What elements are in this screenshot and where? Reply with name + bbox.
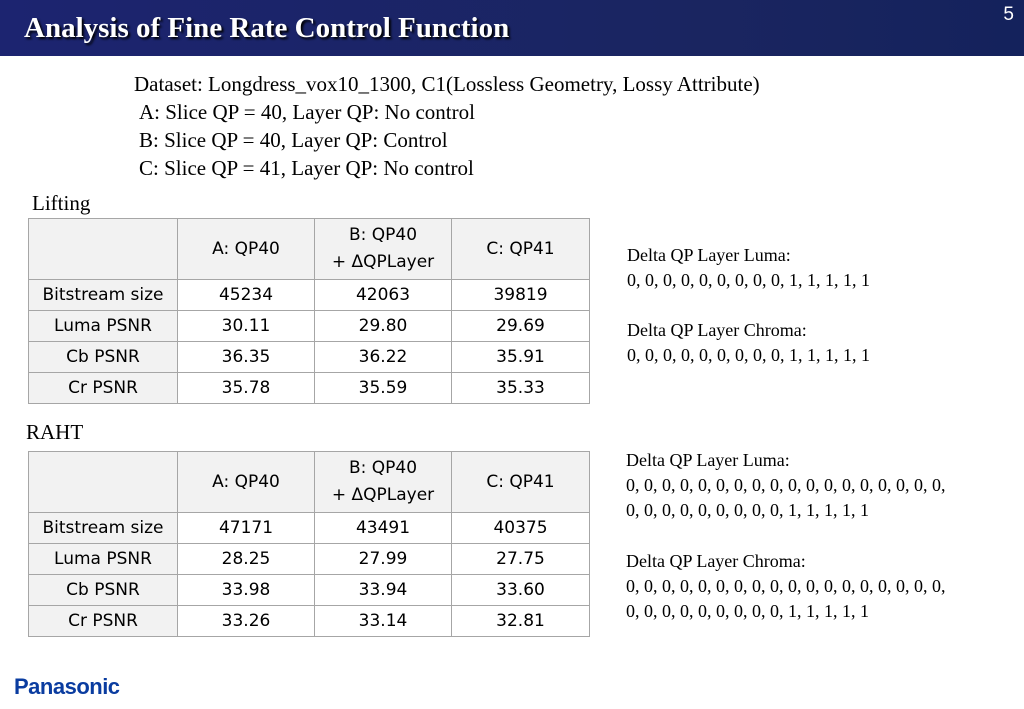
cell-c: 32.81 [452, 606, 590, 637]
row-label: Cr PSNR [29, 373, 178, 404]
row-label: Cb PSNR [29, 575, 178, 606]
cell-a: 45234 [178, 280, 315, 311]
table-header-row [29, 452, 590, 513]
cell-b: 43491 [315, 513, 452, 544]
table-row [29, 311, 590, 342]
condition-c: C: Slice QP = 41, Layer QP: No control [139, 156, 474, 180]
column-header-b-line2: + ΔQPLayer [331, 252, 435, 272]
raht-table [28, 451, 590, 637]
delta-luma-title: Delta QP Layer Luma: [626, 450, 790, 470]
delta-chroma-title: Delta QP Layer Chroma: [626, 551, 806, 571]
column-header-c: C: QP41 [452, 219, 590, 280]
column-header-b [315, 452, 452, 513]
cell-b: 29.80 [315, 311, 452, 342]
table-row [29, 280, 590, 311]
cell-b: 27.99 [315, 544, 452, 575]
table-row [29, 575, 590, 606]
panasonic-logo: Panasonic [14, 674, 120, 699]
delta-chroma-values-line2: 0, 0, 0, 0, 0, 0, 0, 0, 0, 1, 1, 1, 1, 1 [626, 601, 869, 621]
cell-b: 35.59 [315, 373, 452, 404]
table-corner-cell [29, 452, 178, 513]
delta-luma-values: 0, 0, 0, 0, 0, 0, 0, 0, 0, 1, 1, 1, 1, 1 [627, 270, 870, 290]
condition-a: A: Slice QP = 40, Layer QP: No control [139, 100, 475, 124]
cell-c: 35.33 [452, 373, 590, 404]
lifting-label: Lifting [32, 191, 91, 215]
cell-a: 33.98 [178, 575, 315, 606]
row-label: Luma PSNR [29, 311, 178, 342]
cell-a: 33.26 [178, 606, 315, 637]
column-header-a: A: QP40 [178, 219, 315, 280]
row-label: Cr PSNR [29, 606, 178, 637]
cell-a: 28.25 [178, 544, 315, 575]
cell-c: 29.69 [452, 311, 590, 342]
delta-chroma-values: 0, 0, 0, 0, 0, 0, 0, 0, 0, 1, 1, 1, 1, 1 [627, 345, 870, 365]
column-header-b-line1: B: QP40 [348, 225, 418, 245]
cell-c: 40375 [452, 513, 590, 544]
lifting-delta-chroma [627, 318, 870, 368]
cell-a: 35.78 [178, 373, 315, 404]
delta-chroma-values-line1: 0, 0, 0, 0, 0, 0, 0, 0, 0, 0, 0, 0, 0, 0, 0, 0, 0, 0, [626, 576, 946, 596]
lifting-delta-luma [627, 243, 870, 293]
cell-a: 36.35 [178, 342, 315, 373]
condition-b: B: Slice QP = 40, Layer QP: Control [139, 128, 448, 152]
page-number: 5 [1003, 4, 1014, 25]
column-header-b [315, 219, 452, 280]
cell-b: 33.14 [315, 606, 452, 637]
raht-label: RAHT [26, 420, 84, 444]
delta-luma-values-line2: 0, 0, 0, 0, 0, 0, 0, 0, 0, 1, 1, 1, 1, 1 [626, 500, 869, 520]
cell-c: 39819 [452, 280, 590, 311]
table-row [29, 513, 590, 544]
cell-a: 47171 [178, 513, 315, 544]
raht-delta-luma [626, 448, 946, 523]
raht-delta-chroma [626, 549, 946, 624]
cell-b: 33.94 [315, 575, 452, 606]
row-label: Bitstream size [29, 513, 178, 544]
dataset-line: Dataset: Longdress_vox10_1300, C1(Lossless Geometry, Lossy Attribute) [134, 72, 760, 96]
column-header-a: A: QP40 [178, 452, 315, 513]
row-label: Luma PSNR [29, 544, 178, 575]
row-label: Cb PSNR [29, 342, 178, 373]
row-label: Bitstream size [29, 280, 178, 311]
table-row [29, 544, 590, 575]
table-header-row [29, 219, 590, 280]
column-header-b-line1: B: QP40 [348, 458, 418, 478]
title-bar [0, 0, 1024, 56]
column-header-c: C: QP41 [452, 452, 590, 513]
slide-title: Analysis of Fine Rate Control Function [24, 12, 510, 44]
table-row [29, 606, 590, 637]
cell-c: 27.75 [452, 544, 590, 575]
cell-c: 35.91 [452, 342, 590, 373]
delta-luma-values-line1: 0, 0, 0, 0, 0, 0, 0, 0, 0, 0, 0, 0, 0, 0, 0, 0, 0, 0, [626, 475, 946, 495]
table-corner-cell [29, 219, 178, 280]
dataset-description [134, 70, 760, 182]
cell-b: 36.22 [315, 342, 452, 373]
lifting-table [28, 218, 590, 404]
table-row [29, 342, 590, 373]
column-header-b-line2: + ΔQPLayer [331, 485, 435, 505]
cell-b: 42063 [315, 280, 452, 311]
delta-luma-title: Delta QP Layer Luma: [627, 245, 791, 265]
cell-a: 30.11 [178, 311, 315, 342]
delta-chroma-title: Delta QP Layer Chroma: [627, 320, 807, 340]
table-row [29, 373, 590, 404]
cell-c: 33.60 [452, 575, 590, 606]
